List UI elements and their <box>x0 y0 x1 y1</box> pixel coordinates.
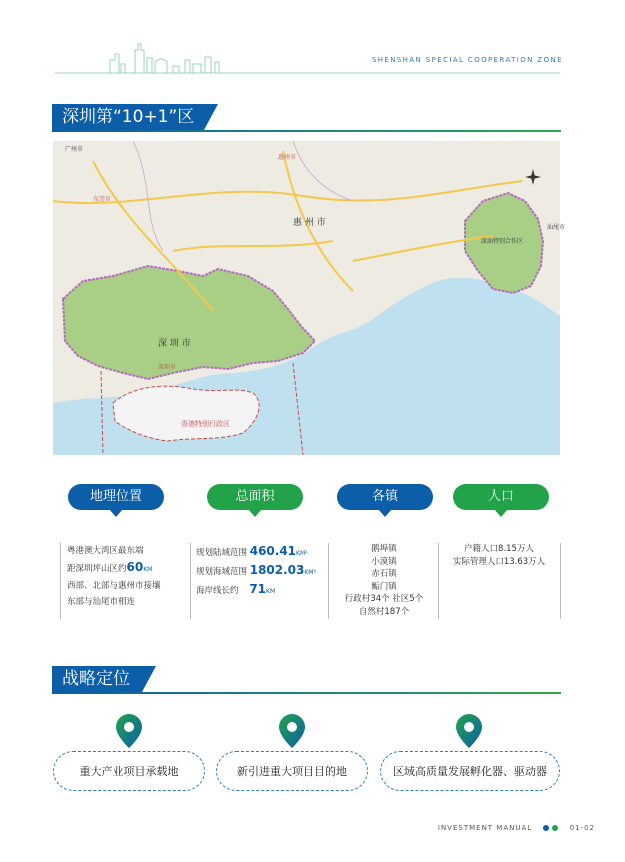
population-actual: 实际管理人口13.63万人 <box>452 557 546 567</box>
area-land: 规划陆域范围 460.41KM² <box>196 544 308 558</box>
section-header-strategy <box>52 666 561 692</box>
map-label-guangzhou: 广州市 <box>65 146 84 153</box>
location-pin-icon <box>279 714 305 748</box>
towns-column <box>334 543 434 619</box>
footer-page-number: 01-02 <box>569 824 595 832</box>
location-line4: 东部与汕尾市相连 <box>67 597 136 607</box>
column-divider <box>328 543 329 619</box>
map-label-dongguan: 东莞市 <box>93 196 112 203</box>
section-rule <box>52 692 561 694</box>
footer <box>438 824 595 832</box>
town-item: 赤石镇 <box>371 569 397 579</box>
pill-population: 人口 <box>453 484 549 510</box>
area-coast: 海岸线长约 71KM <box>196 582 276 596</box>
footer-manual: INVESTMENT MANUAL <box>437 824 533 832</box>
map-label-shenshan: 深汕特别合作区 <box>481 238 524 245</box>
area-column <box>196 543 321 619</box>
region-map <box>53 141 566 455</box>
location-line2: 距深圳坪山区约60KM <box>67 560 153 574</box>
map-label-hongkong: 香港特别行政区 <box>181 420 230 428</box>
strategy-item: 重大产业项目承载地 <box>53 751 205 791</box>
area-sea: 规划海域范围 1802.03KM² <box>196 563 316 577</box>
pill-area: 总面积 <box>207 484 303 510</box>
hongkong-region <box>113 386 259 441</box>
town-item: 小漠镇 <box>371 556 397 567</box>
section-title-strategy: 战略定位 <box>52 666 142 692</box>
section-title-intro: 深圳第“10+1”区 <box>52 104 204 130</box>
strategy-item: 区域高质量发展孵化器、驱动器 <box>380 751 560 791</box>
map-label-shenzhen-point: 深圳市 <box>158 364 177 371</box>
population-registered: 户籍人口8.15万人 <box>464 544 534 554</box>
column-divider <box>560 543 561 619</box>
column-divider <box>438 543 439 619</box>
town-item: 鲘门镇 <box>371 581 397 592</box>
location-pin-icon <box>456 714 482 748</box>
location-line1: 粤港澳大湾区最东端 <box>67 546 144 556</box>
map-label-huizhou-region: 惠 州 市 <box>293 218 326 228</box>
zone-label: SHENSHAN SPECIAL COOPERATION ZONE <box>371 56 563 64</box>
location-pin-icon <box>116 714 142 748</box>
section-header-intro <box>52 104 561 130</box>
pill-towns: 各镇 <box>337 484 433 510</box>
location-line3: 西部、北部与惠州市接壤 <box>67 581 161 591</box>
town-admin: 行政村34个 社区5个 <box>344 594 424 604</box>
strategy-item: 新引进重大项目目的地 <box>216 751 368 791</box>
town-natural: 自然村187个 <box>358 606 410 617</box>
footer-dot-green <box>552 825 558 831</box>
column-divider <box>190 543 191 619</box>
pill-location: 地理位置 <box>68 484 164 510</box>
column-divider <box>60 543 61 619</box>
section-rule <box>52 130 561 132</box>
map-label-shanwei: 汕尾市 <box>547 224 566 231</box>
population-column <box>444 543 554 619</box>
footer-dot-blue <box>543 825 549 831</box>
map-label-huizhou-city: 惠州市 <box>278 154 297 161</box>
map-label-shenzhen-region: 深 圳 市 <box>158 339 191 349</box>
location-column <box>67 543 187 619</box>
town-item: 鹅埠镇 <box>371 544 397 554</box>
